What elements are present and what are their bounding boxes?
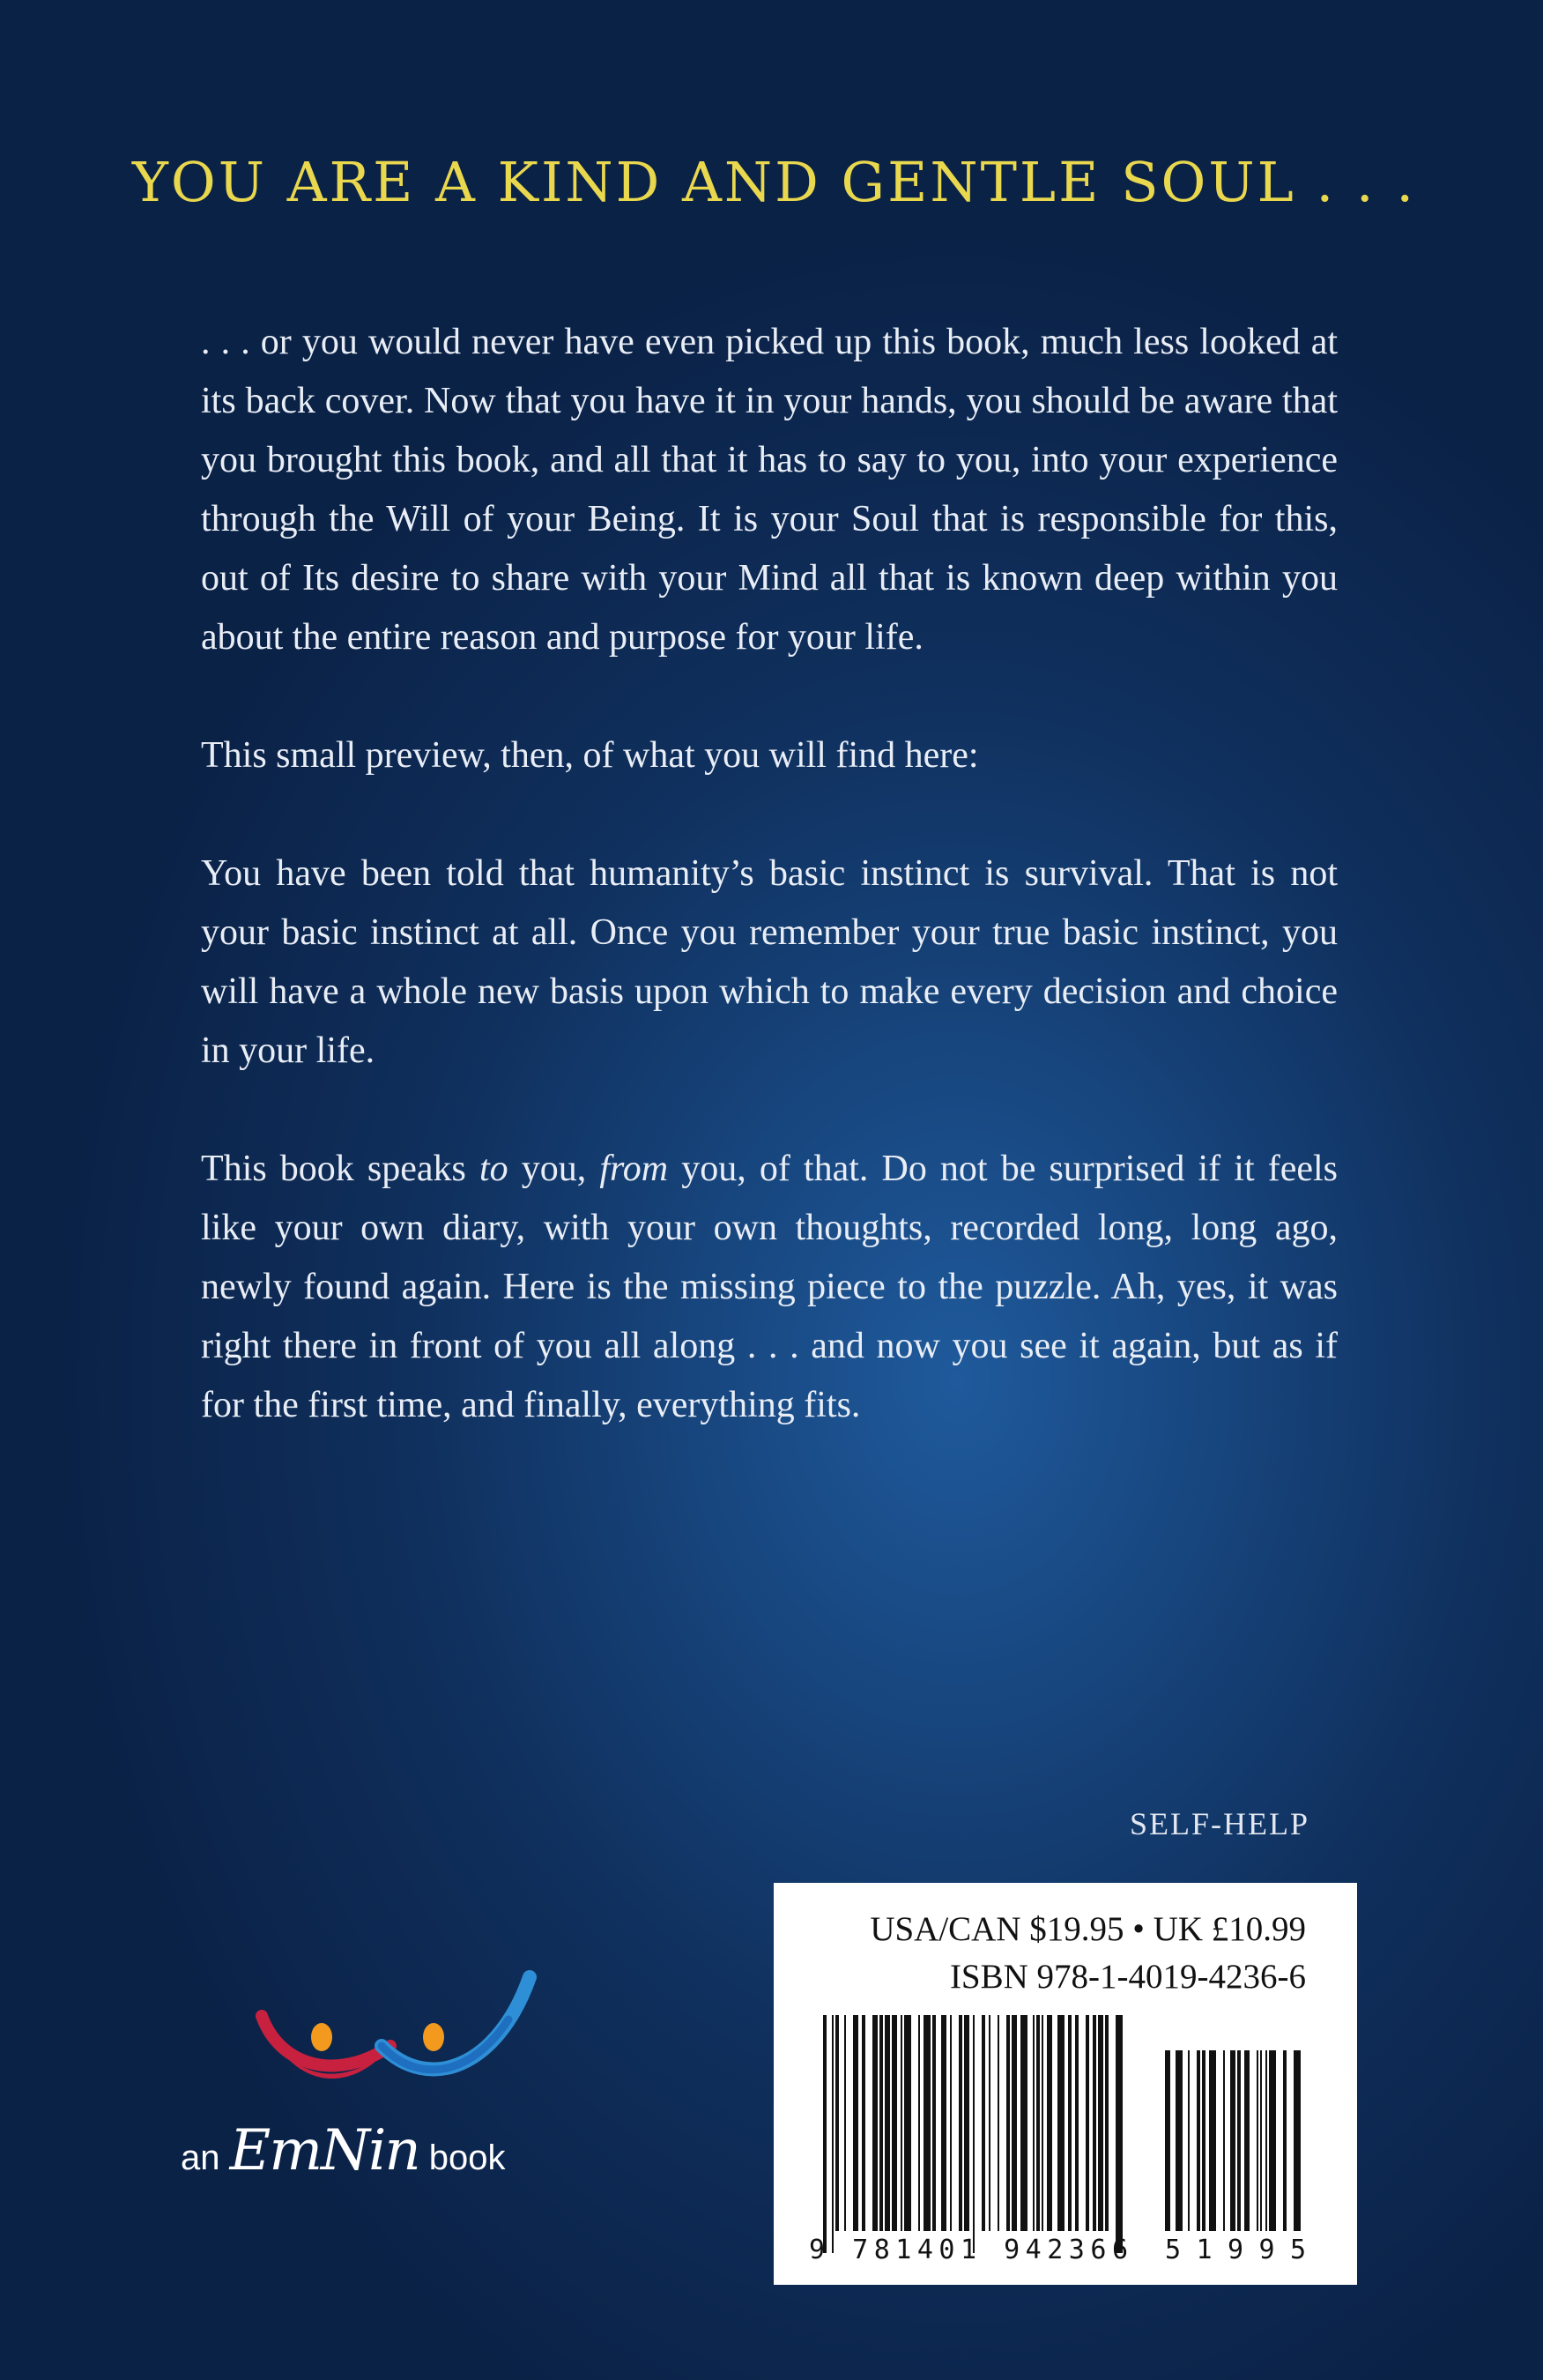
price-line: USA/CAN $19.95 • UK £10.99: [870, 1910, 1306, 1948]
blurb-paragraph-1: . . . or you would never have even picked up this book, much less looked at its back cover. Now that you have it in your hands, you should be aware that you brought this book, and all that it has to say to you, into your experience through the Will of your Being. It is your Soul that is responsible for this, out of Its desire to share with your Mind all that is known deep within you about the entire reason and purpose for your life.: [201, 322, 1338, 658]
blurb-paragraph-3: You have been told that humanity’s basic instinct is survival. That is not your basic instinct at all. Once you remember your true basic instinct, you will have a whole new basis upon which to make every decision and choice in your life.: [201, 853, 1338, 1071]
barcode-image: [774, 1883, 1357, 2285]
barcode-bar: [941, 2015, 946, 2231]
barcode-bar: [1033, 2015, 1035, 2231]
barcode-bar: [973, 2015, 975, 2253]
barcode-bar: [1197, 2050, 1200, 2231]
barcode-bar: [1075, 2015, 1079, 2231]
barcode-panel: [774, 1883, 1357, 2285]
blurb-paragraph-4: [201, 1140, 1338, 1435]
barcode-bar: [924, 2015, 931, 2231]
p4-text-a: This book speaks: [201, 1149, 479, 1189]
barcode-bar: [904, 2015, 911, 2231]
barcode-bar: [901, 2015, 902, 2231]
barcode-bar: [1244, 2050, 1250, 2231]
p4-text-e: you, of that. Do not be surprised if it feels like your own diary, with your own thoughts, recorded long, long ago, newly found again. Here is the missing piece to the puzzle. Ah, yes, it was right there in front of you all along . . . and now you see it again, but as if for the first time, and finally, everything fits.: [201, 1149, 1338, 1425]
barcode-bar: [823, 2015, 827, 2253]
barcode-addon-digits: 51995: [1165, 2235, 1306, 2265]
barcode-bar: [1057, 2015, 1065, 2231]
barcode-bar: [853, 2015, 858, 2231]
barcode-bar: [832, 2015, 834, 2253]
barcode-bar: [932, 2015, 936, 2231]
barcode-bar: [1098, 2015, 1103, 2231]
addon-barcode-bars: [1165, 2050, 1301, 2231]
logo-wordmark: [181, 2118, 506, 2183]
blurb: [201, 313, 1338, 1435]
barcode-bar: [1230, 2050, 1235, 2231]
barcode-bar: [885, 2015, 890, 2231]
emnin-logo-icon: [181, 1961, 586, 2120]
barcode-bar: [1202, 2050, 1205, 2231]
barcode-bar: [1093, 2015, 1096, 2231]
isbn-line: ISBN 978-1-4019-4236-6: [949, 1958, 1306, 1996]
barcode-bar: [1176, 2050, 1183, 2231]
barcode-bar: [1036, 2015, 1040, 2231]
barcode-bar: [1188, 2050, 1190, 2231]
barcode-bar: [918, 2015, 920, 2231]
barcode-bar: [879, 2015, 883, 2231]
barcode-main-digits: 9 781401 942366: [809, 2235, 1128, 2265]
barcode-bar: [1165, 2050, 1170, 2231]
barcode-bar: [844, 2015, 846, 2231]
barcode-bar: [1283, 2050, 1287, 2231]
barcode-bar: [835, 2015, 839, 2231]
barcode-bar: [1260, 2050, 1262, 2231]
barcode-bar: [1209, 2050, 1216, 2231]
barcode-bar: [1006, 2015, 1010, 2231]
barcode-bar: [862, 2015, 865, 2231]
barcode-bar: [1020, 2015, 1027, 2231]
barcode-bar: [989, 2015, 990, 2231]
publisher-logo: [181, 1961, 586, 2190]
barcode-bar: [1223, 2050, 1225, 2231]
barcode-bar: [1294, 2050, 1301, 2231]
barcode-bar: [982, 2015, 985, 2231]
p4-text-c: you,: [508, 1149, 600, 1189]
p4-emphasis-from: from: [599, 1149, 669, 1189]
p4-emphasis-to: to: [478, 1149, 508, 1189]
barcode-bar: [1042, 2015, 1043, 2231]
barcode-bar: [1068, 2015, 1072, 2231]
logo-prefix: an: [181, 2138, 220, 2177]
logo-suffix: book: [428, 2138, 506, 2177]
barcode-bar: [1012, 2015, 1017, 2231]
barcode-bar: [872, 2015, 878, 2231]
barcode-bar: [1047, 2015, 1052, 2231]
barcode-bar: [950, 2015, 952, 2231]
category-label: SELF-HELP: [1130, 1806, 1310, 1841]
barcode-bar: [964, 2015, 969, 2231]
barcode-bar: [998, 2015, 999, 2231]
main-barcode-bars: [823, 2015, 1123, 2253]
barcode-bar: [1105, 2015, 1109, 2231]
headline: YOU ARE A KIND AND GENTLE SOUL . . .: [132, 150, 1417, 214]
barcode-bar: [1086, 2015, 1089, 2231]
barcode-bar: [892, 2015, 897, 2231]
blurb-paragraph-2: This small preview, then, of what you will find here:: [201, 735, 979, 776]
logo-brand-name: EmNin: [229, 2118, 419, 2183]
barcode-bar: [959, 2015, 962, 2231]
barcode-bar: [1265, 2050, 1267, 2231]
barcode-bar: [1237, 2050, 1241, 2231]
barcode-bar: [1269, 2050, 1276, 2231]
barcode-bar: [1257, 2050, 1258, 2231]
barcode-bar: [1116, 2015, 1123, 2253]
